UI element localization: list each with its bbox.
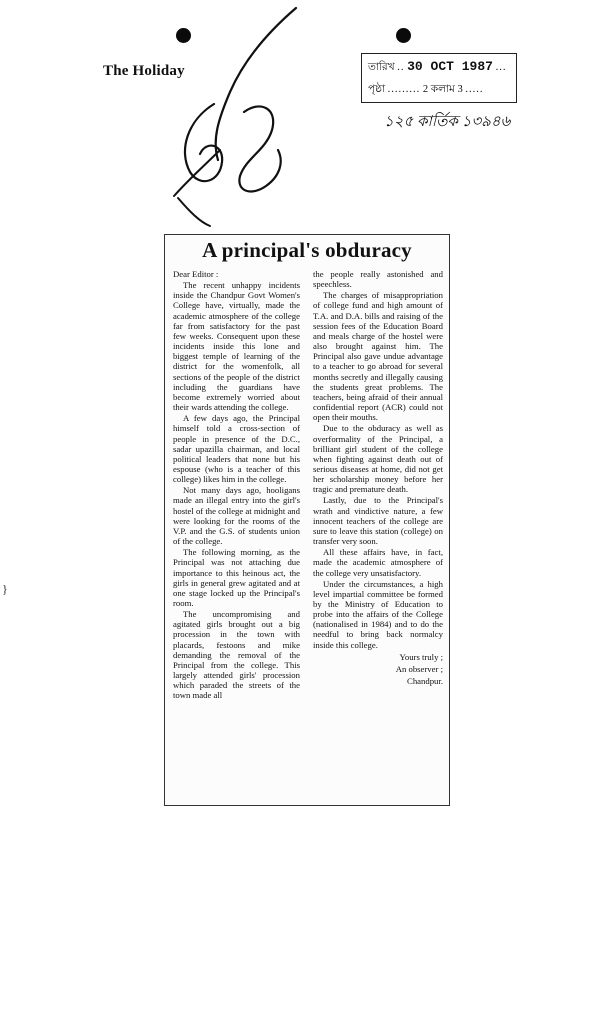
article-paragraph: The following morning, as the Principal was not attaching due importance to this heinous act, the girls in general grew agitated and at one stage locked up the Principal's room. xyxy=(173,547,300,608)
article-column-right xyxy=(313,269,443,686)
article-headline: A principal's obduracy xyxy=(202,238,412,262)
article-paragraph: Not many days ago, hooligans made an illegal entry into the girl's hostel of the college at midnight and were looking for the rooms of the V.P. and the G.S. of students union of the college. xyxy=(173,485,300,547)
article-paragraph: The charges of misappropriation of college fund and high amount of T.A. and D.A. bills and raising of the session fees of the Education Board and meals charge of the hostel were also brought against him. The Principal also gave undue advantage to a teacher to go abroad for several months secretly and illegally causing the students great problems. The teachers, being afraid of their annual confidential report (ACR) could not open their mouths. xyxy=(313,290,443,423)
stamp-page-value: 2 xyxy=(422,84,429,95)
handwritten-reference: ১২৫ কার্তিক ১৩৯৪৬ xyxy=(384,114,511,130)
article-salutation: Dear Editor : xyxy=(173,269,219,279)
article-closing: Yours truly ; xyxy=(399,651,443,662)
stamp-date-row: তারিখ .. 30 OCT 1987 ... xyxy=(368,59,507,74)
stamp-date-value: 30 OCT 1987 xyxy=(407,59,493,74)
date-stamp xyxy=(361,53,517,103)
stamp-column-label: কলাম xyxy=(430,84,455,95)
article-paragraph: The uncompromising and agitated girls brought out a big procession in the town with placards, festoons and mike demanding the removal of the Principal from the college. This largely attended girls' procession which paraded the streets of the town made all xyxy=(173,609,300,701)
stamp-page-row: পৃষ্ঠা ......... 2 কলাম 3 ..... xyxy=(368,84,484,95)
newspaper-name: The Holiday xyxy=(103,63,185,79)
stamp-date-label: তারিখ xyxy=(368,62,395,73)
handwritten-signature xyxy=(160,0,320,240)
article-paragraph: Due to the obduracy as well as overformality of the Principal, a brilliant girl student of the college when fighting against death out of serious diseases at home, did not get her scholarship money before her tragic and premature death. xyxy=(313,423,443,495)
article-paragraph: Under the circumstances, a high level impartial committee be formed by the Ministry of Education to probe into the affairs of the College (nationalised in 1984) and to do the needful to bring back normalcy inside this college. xyxy=(313,578,443,650)
newspaper-clipping xyxy=(164,234,450,806)
article-column-left xyxy=(173,269,300,702)
article-paragraph: All these affairs have, in fact, made the academic atmosphere of the college very unsatisfactory. xyxy=(313,547,443,578)
stamp-page-label: পৃষ্ঠা xyxy=(368,84,386,95)
margin-mark: } xyxy=(2,582,8,596)
punch-hole-right xyxy=(396,28,411,43)
article-location: Chandpur. xyxy=(407,676,443,687)
article-paragraph: Lastly, due to the Principal's wrath and vindictive nature, a few innocent teachers of the college are sure to leave this station (college) on transfer very soon. xyxy=(313,495,443,547)
article-paragraph: The recent unhappy incidents inside the Chandpur Govt Women's College have, virtually, made the academic atmosphere of the college far from satisfactory for the past few weeks. Consequent upon these incidents inside this lone and biggest temple of learning of the district for the womenfolk, all sections of the people of the district including the guardians have become extremely worried about their wards attending the college. xyxy=(173,280,300,413)
article-author: An observer ; xyxy=(395,663,443,674)
article-paragraph: A few days ago, the Principal himself told a cross-section of people in presence of the D.C., sadar upazilla chairman, and local political leaders that none but his espouse (who is a teacher of this college) likes him in the college. xyxy=(173,413,300,485)
stamp-column-value: 3 xyxy=(457,84,463,95)
article-paragraph: the people really astonished and speechless. xyxy=(313,269,443,290)
